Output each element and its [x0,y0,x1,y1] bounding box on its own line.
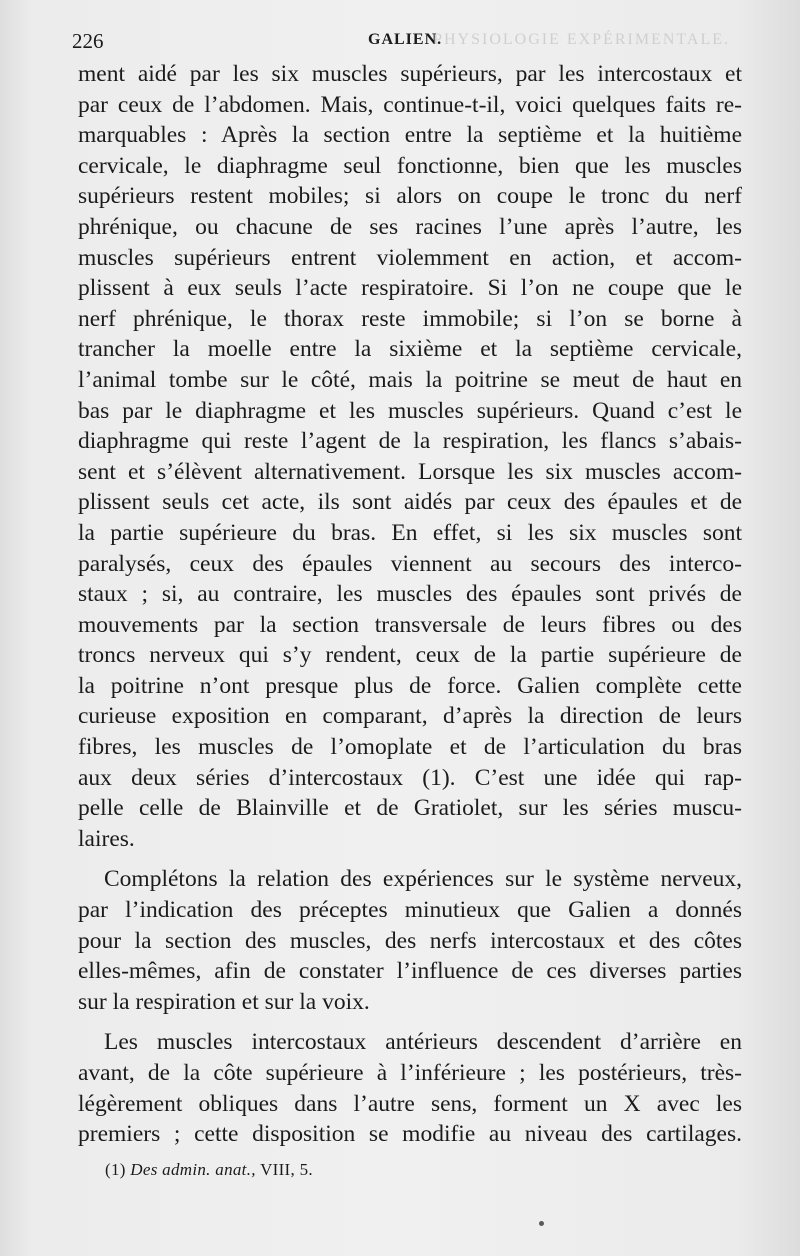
text-line: par ceux de l’abdomen. Mais, continue-t-il, voici quelques faits re- [78,91,742,118]
text-line: curieuse exposition en comparant, d’après la direction de leurs [78,703,742,730]
page-header [72,29,738,53]
text-line: paralysés, ceux des épaules viennent au secours des interco- [78,550,742,577]
text-line: trancher la moelle entre la sixième et la septième cervicale, [78,336,742,363]
paragraph-1 [78,59,742,854]
footnote-source: Des admin. anat., [130,1160,256,1179]
footnote-marker: (1) [105,1160,126,1179]
text-line: l’animal tombe sur le côté, mais la poitrine se meut de haut en [78,366,742,393]
text-line: bas par le diaphragme et les muscles supérieurs. Quand c’est le [78,397,742,424]
text-line: staux ; si, au contraire, les muscles des épaules sont privés de [78,581,742,608]
text-line: ment aidé par les six muscles supérieurs, par les intercostaux et [78,61,742,87]
bleed-through-header: PHYSIOLOGIE EXPÉRIMENTALE. [433,31,730,48]
text-line: mouvements par la section transversale de leurs fibres ou des [78,611,742,638]
footnote [105,1160,313,1180]
text-line: cervicale, le diaphragme seul fonctionne, bien que les muscles [78,152,742,179]
text-line: Complétons la relation des expériences sur le système nerveux, [104,866,742,893]
text-line: phrénique, ou chacune de ses racines l’une après l’autre, les [78,213,742,240]
text-line: muscles supérieurs entrent violemment en action, et accom- [78,244,742,271]
text-line: sur la respiration et sur la voix. [78,988,370,1015]
text-line: plissent à eux seuls l’acte respiratoire. Si l’on ne coupe que le [78,275,742,302]
paragraph-2 [78,864,742,1017]
running-title: GALIEN. [368,31,443,48]
body-text [78,59,742,1160]
text-line: supérieurs restent mobiles; si alors on coupe le tronc du nerf [78,183,742,210]
page-number: 226 [72,29,104,53]
text-line: nerf phrénique, le thorax reste immobile; si l’on se borne à [78,305,742,332]
text-line: laires. [78,825,135,852]
text-line: pour la section des muscles, des nerfs intercostaux et des côtes [78,927,742,954]
paragraph-3 [78,1027,742,1149]
text-line: premiers ; cette disposition se modifie au niveau des cartilages. [78,1121,742,1148]
text-line: marquables : Après la section entre la septième et la huitième [78,122,742,149]
text-line: fibres, les muscles de l’omoplate et de l’articulation du bras [78,734,742,761]
text-line: aux deux séries d’intercostaux (1). C’est une idée qui rap- [78,764,742,791]
footnote-reference: VIII, 5. [260,1160,313,1179]
text-line: plissent seuls cet acte, ils sont aidés par ceux des épaules et de [78,489,742,516]
text-line: elles-mêmes, afin de constater l’influence de ces diverses parties [78,958,742,985]
text-line: la partie supérieure du bras. En effet, si les six muscles sont [78,519,742,546]
text-line: par l’indication des préceptes minutieux que Galien a donnés [78,897,742,924]
text-line: diaphragme qui reste l’agent de la respiration, les flancs s’abais- [78,428,742,455]
text-line: Les muscles intercostaux antérieurs descendent d’arrière en [104,1029,742,1056]
ink-speck [539,1221,544,1226]
text-line: avant, de la côte supérieure à l’inférieure ; les postérieurs, très- [78,1060,742,1086]
text-line: la poitrine n’ont presque plus de force. Galien complète cette [78,672,742,699]
text-line: légèrement obliques dans l’autre sens, forment un X avec les [78,1090,742,1117]
text-line: pelle celle de Blainville et de Gratiolet, sur les séries muscu- [78,795,742,822]
text-line: sent et s’élèvent alternativement. Lorsque les six muscles accom- [78,458,742,485]
text-line: troncs nerveux qui s’y rendent, ceux de la partie supérieure de [78,642,742,669]
